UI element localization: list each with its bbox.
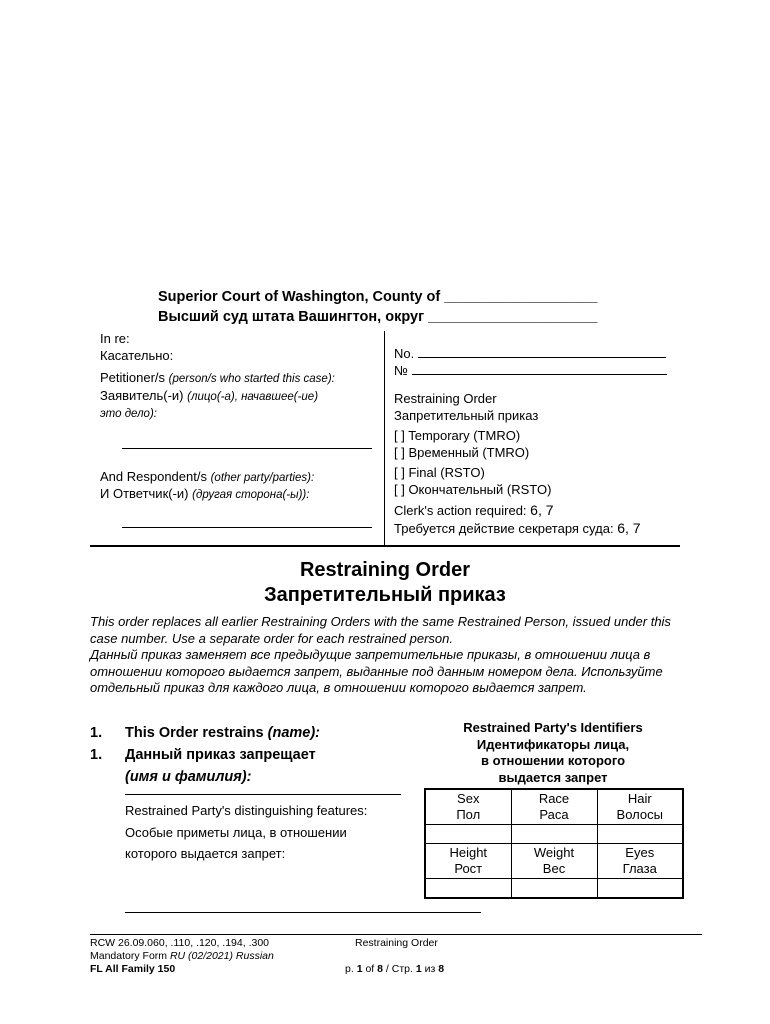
petitioner-ru-line (100, 388, 340, 423)
race-label-ru: Раса (539, 807, 569, 822)
petitioner-en-note: (person/s who started this case): (168, 373, 335, 385)
respondent-name-field[interactable] (122, 526, 372, 528)
identifiers-heading-en: Restrained Party's Identifiers (463, 720, 643, 735)
page-total: 8 (377, 963, 383, 975)
in-re-ru: Касательно: (100, 347, 174, 363)
caption-bottom-rule (90, 545, 680, 547)
restrained-name-field[interactable] (125, 794, 401, 795)
sex-header (425, 789, 511, 825)
weight-label-en: Weight (533, 845, 575, 860)
identifiers-input-row-1 (425, 825, 683, 844)
footer-mandatory-label: Mandatory Form (90, 950, 168, 962)
eyes-label-ru: Глаза (622, 861, 657, 876)
temporary-checkbox-ru[interactable]: [ ] Временный (TMRO) (394, 444, 530, 460)
footer-doc-name: Restraining Order (355, 937, 438, 949)
footer-left (90, 937, 274, 976)
height-header (425, 844, 511, 879)
race-header (511, 789, 597, 825)
race-label-en: Race (538, 791, 570, 806)
section-1-number-ru: 1. (90, 747, 103, 763)
intro-en: This order replaces all earlier Restraining Orders with the same Restrained Person, issued under this case number. Use a separate order for each restrained person. (90, 614, 671, 646)
sex-label-ru: Пол (456, 807, 481, 822)
features-label-ru-2: которого выдается запрет: (125, 846, 286, 861)
respondent-ru-note: (другая сторона(-ы)): (192, 489, 310, 501)
doc-type-ru: Запретительный приказ (394, 407, 539, 423)
case-number-field[interactable] (418, 357, 666, 358)
identifiers-header-row-2 (425, 844, 683, 879)
identifiers-heading (424, 720, 682, 786)
petitioner-en-line (100, 370, 380, 388)
respondent-ru-line (100, 486, 380, 504)
clerk-action-ru (394, 520, 674, 538)
caption-case-info (394, 346, 674, 537)
petitioner-ru: Заявитель(-и) (100, 387, 184, 403)
clerk-action-ru-value: 6, 7 (617, 519, 641, 536)
hair-label-en: Hair (627, 791, 652, 806)
temporary-checkbox-en[interactable]: [ ] Temporary (TMRO) (394, 428, 521, 443)
section-1-note-en: (name): (267, 725, 321, 741)
clerk-action-en-value: 6, 7 (530, 502, 554, 518)
page-ru-num: 1 (415, 963, 422, 975)
clerk-action-ru-label: Требуется действие секретаря суда: (394, 520, 614, 536)
weight-label-ru: Вес (542, 861, 566, 876)
eyes-label-en: Eyes (625, 845, 655, 860)
page-num: 1 (356, 963, 363, 975)
identifiers-heading-ru-2: в отношении которого (480, 753, 626, 768)
final-checkbox-ru[interactable]: [ ] Окончательный (RSTO) (394, 481, 552, 497)
sex-label-en: Sex (457, 791, 480, 806)
page-ru-of: из (424, 963, 436, 975)
identifiers-input-row-2 (425, 879, 683, 899)
hair-label-ru: Волосы (616, 807, 663, 822)
weight-field[interactable] (511, 879, 597, 899)
features-field[interactable] (125, 912, 481, 913)
document-title (90, 558, 680, 608)
page-ru-prefix: / Стр. (385, 963, 413, 975)
section-1-text-en: This Order restrains (125, 725, 264, 741)
features-label-ru-1: Особые приметы лица, в отношении (125, 824, 347, 840)
title-ru: Запретительный приказ (264, 584, 506, 606)
case-number-en (394, 346, 674, 363)
petitioner-name-field[interactable] (122, 447, 372, 449)
hair-header (597, 789, 683, 825)
eyes-field[interactable] (597, 879, 683, 899)
clerk-action-en-label: Clerk's action required: (394, 503, 527, 518)
identifiers-heading-ru-3: выдается запрет (498, 769, 608, 785)
petitioner-ru-note: (лицо(-а), начавшее(-ие) это дело): (100, 390, 319, 420)
court-line-ru: Высший суд штата Вашингтон, округ _____________________ (158, 309, 598, 325)
distinguishing-features (125, 800, 405, 865)
identifiers-header-row-1 (425, 789, 683, 825)
identifiers-heading-ru-1: Идентификаторы лица, (476, 736, 630, 752)
footer-rcw: RCW 26.09.060, .110, .120, .194, .300 (90, 937, 270, 949)
weight-header (511, 844, 597, 879)
court-line-en: Superior Court of Washington, County of ___________________ (158, 289, 598, 305)
intro-ru: Данный приказ заменяет все предыдущие запретительные приказы, в отношении лица в отношении которого выдается запрет, выданные под данным номером дела. Используйте отдельный приказ для каждого лица, в отношении которого выдается запрет. (90, 647, 663, 695)
respondent-en-note: (other party/parties): (210, 471, 315, 484)
height-label-en: Height (449, 845, 488, 860)
footer-mandatory-note: RU (02/2021) Russian (169, 950, 274, 962)
hair-field[interactable] (597, 825, 683, 844)
court-header (158, 287, 597, 327)
eyes-header (597, 844, 683, 879)
in-re-en: In re: (100, 331, 130, 346)
height-label-ru: Рост (454, 861, 483, 876)
section-1-text-ru: Данный приказ запрещает (125, 747, 316, 763)
section-1-note-ru: (имя и фамилия): (125, 769, 252, 785)
clerk-action-en (394, 502, 674, 520)
sex-field[interactable] (425, 825, 511, 844)
respondent-ru: И Ответчик(-и) (100, 486, 189, 501)
title-en: Restraining Order (299, 559, 471, 581)
case-number-en-label: No. (394, 346, 415, 361)
intro-text (90, 614, 680, 697)
case-number-ru-label: № (394, 362, 408, 378)
footer-page-number (345, 963, 444, 975)
caption-divider (384, 331, 385, 545)
section-1-en (90, 722, 390, 744)
doc-type-en: Restraining Order (394, 391, 497, 406)
identifiers-table (424, 788, 684, 899)
height-field[interactable] (425, 879, 511, 899)
section-1-number-en: 1. (90, 725, 103, 741)
petitioner-en: Petitioner/s (100, 370, 166, 385)
footer-form-id: FL All Family 150 (90, 963, 176, 975)
section-1 (90, 722, 390, 788)
page-ru-total: 8 (438, 963, 445, 975)
page-of: of (365, 963, 375, 975)
footer-mandatory (90, 950, 274, 963)
footer-rule (90, 934, 702, 935)
page-prefix: p. (345, 963, 354, 975)
features-label-en: Restrained Party's distinguishing features: (125, 803, 368, 818)
case-number-ru-field[interactable] (412, 374, 667, 375)
respondent-en: And Respondent/s (100, 468, 207, 484)
race-field[interactable] (511, 825, 597, 844)
final-checkbox-en[interactable]: [ ] Final (RSTO) (394, 465, 485, 480)
case-number-ru (394, 363, 674, 380)
section-1-ru (90, 744, 390, 766)
caption-parties (100, 331, 380, 528)
respondent-en-line (100, 469, 380, 487)
